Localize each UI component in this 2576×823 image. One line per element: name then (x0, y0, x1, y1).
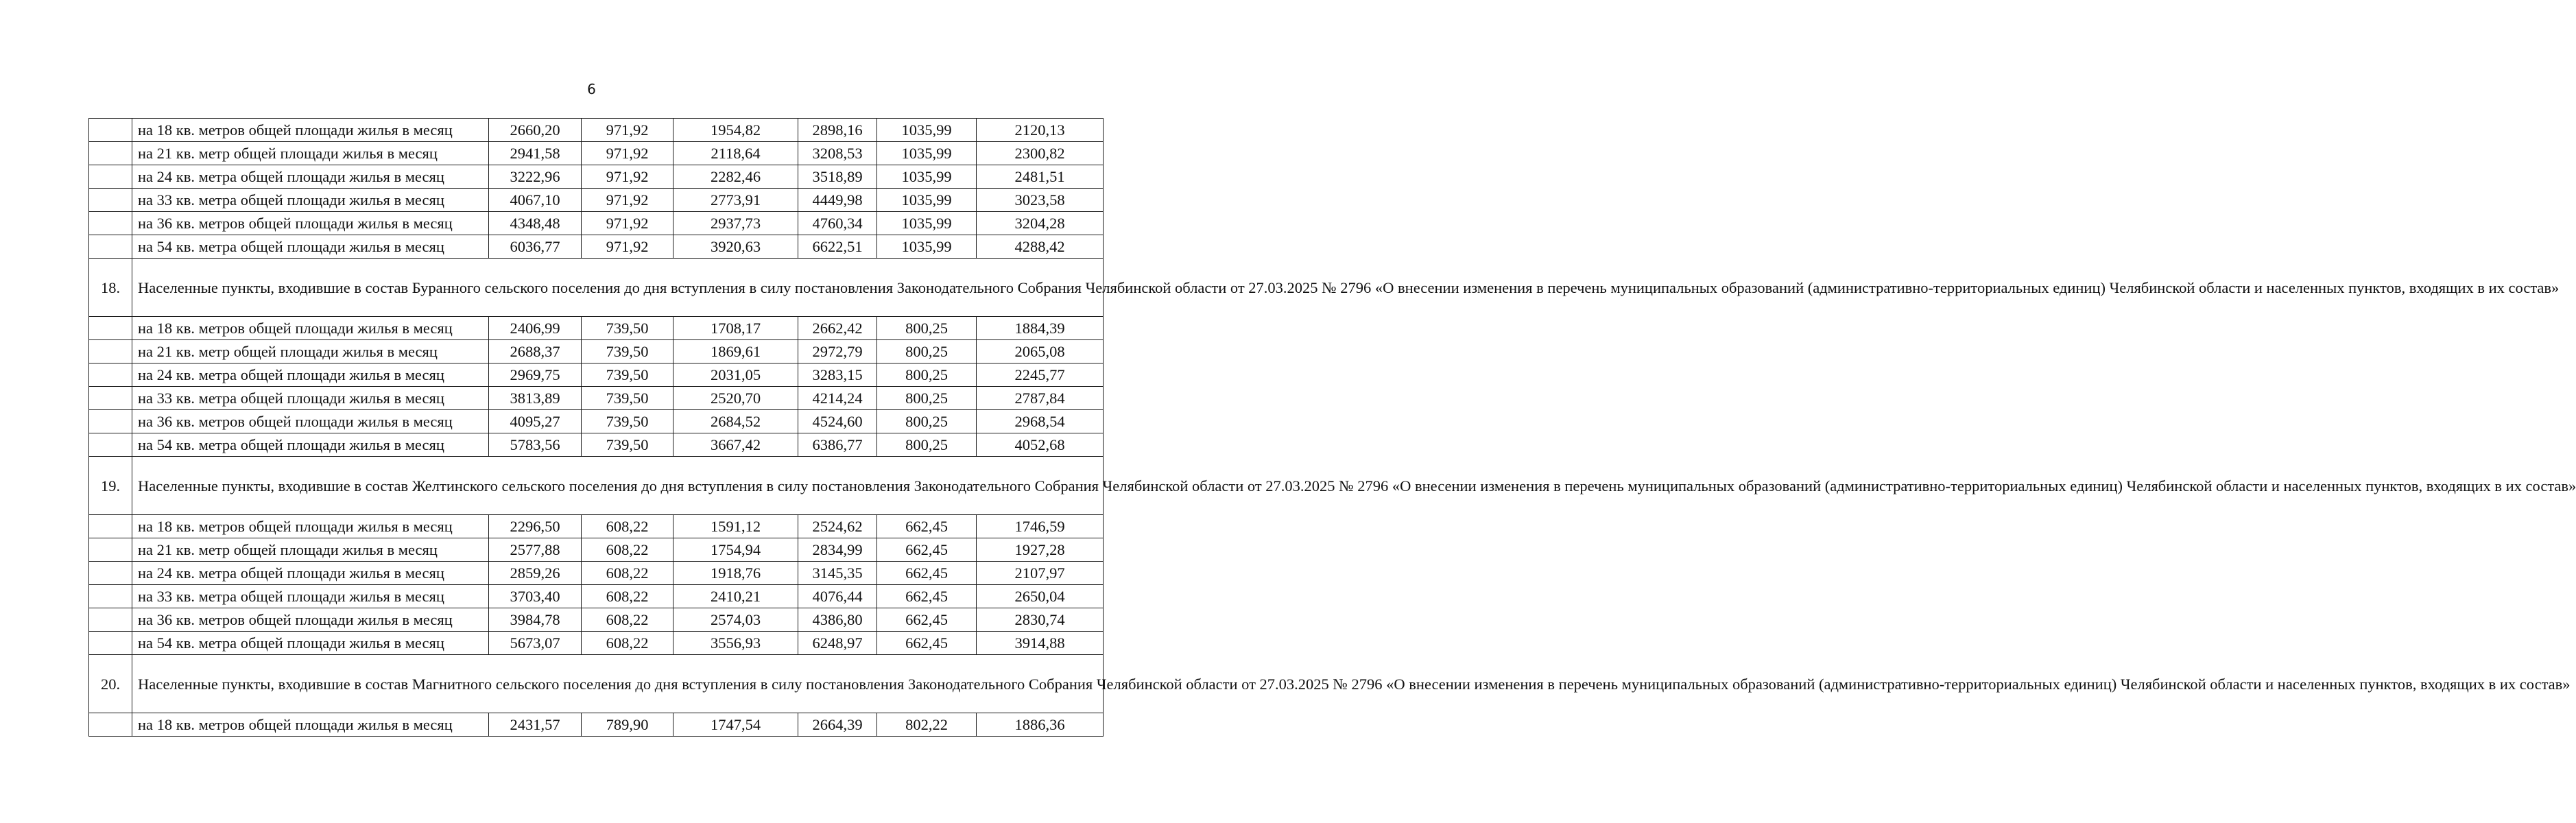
value-cell: 971,92 (582, 165, 673, 189)
table-row (89, 433, 1104, 457)
section-header-row (89, 259, 1104, 317)
value-cell: 608,22 (582, 632, 673, 655)
value-cell: 662,45 (877, 515, 977, 538)
table-row (89, 363, 1104, 387)
table-row (89, 632, 1104, 655)
value-cell: 3556,93 (673, 632, 798, 655)
value-cell: 5783,56 (489, 433, 582, 457)
row-label: на 33 кв. метра общей площади жилья в месяц (132, 585, 489, 608)
value-cell: 2972,79 (798, 340, 877, 363)
row-label: на 18 кв. метров общей площади жилья в месяц (132, 317, 489, 340)
section-title: Населенные пункты, входившие в состав Магнитного сельского поселения до дня вступления в силу постановления Законодательного Собрания Челябинской области от 27.03.2025 № 2796 «О внесении изменения в перечень муниципальных образований (административно-территориальных единиц) Челябинской области и населенных пунктов, входящих в их состав» (132, 655, 1104, 713)
value-cell: 3204,28 (977, 212, 1104, 235)
table-row (89, 340, 1104, 363)
value-cell: 739,50 (582, 317, 673, 340)
row-index-cell (89, 608, 132, 632)
value-cell: 739,50 (582, 433, 673, 457)
row-index-cell (89, 562, 132, 585)
value-cell: 1035,99 (877, 235, 977, 259)
value-cell: 2431,57 (489, 713, 582, 737)
value-cell: 2574,03 (673, 608, 798, 632)
value-cell: 971,92 (582, 212, 673, 235)
table-body (89, 119, 2576, 737)
value-cell: 662,45 (877, 562, 977, 585)
value-cell: 4386,80 (798, 608, 877, 632)
value-cell: 608,22 (582, 562, 673, 585)
row-label: на 21 кв. метр общей площади жилья в месяц (132, 340, 489, 363)
value-cell: 739,50 (582, 363, 673, 387)
value-cell: 2410,21 (673, 585, 798, 608)
value-cell: 802,22 (877, 713, 977, 737)
value-cell: 4067,10 (489, 189, 582, 212)
value-cell: 800,25 (877, 410, 977, 433)
value-cell: 1035,99 (877, 165, 977, 189)
row-label: на 24 кв. метра общей площади жилья в месяц (132, 165, 489, 189)
table-row (89, 713, 1104, 737)
row-index-cell (89, 142, 132, 165)
row-label: на 33 кв. метра общей площади жилья в месяц (132, 387, 489, 410)
table-row (89, 235, 1104, 259)
table-row (89, 538, 1104, 562)
section-title: Населенные пункты, входившие в состав Желтинского сельского поселения до дня вступления в силу постановления Законодательного Собрания Челябинской области от 27.03.2025 № 2796 «О внесении изменения в перечень муниципальных образований (административно-территориальных единиц) Челябинской области и населенных пунктов, входящих в их состав» (132, 457, 1104, 515)
value-cell: 2300,82 (977, 142, 1104, 165)
value-cell: 739,50 (582, 387, 673, 410)
row-index-cell (89, 410, 132, 433)
table-row (89, 585, 1104, 608)
value-cell: 971,92 (582, 235, 673, 259)
row-index-cell (89, 538, 132, 562)
table-row (89, 189, 1104, 212)
row-index-cell (89, 235, 132, 259)
value-cell: 739,50 (582, 340, 673, 363)
table-row (89, 119, 1104, 142)
value-cell: 2660,20 (489, 119, 582, 142)
tariff-table (88, 118, 2576, 737)
row-label: на 54 кв. метра общей площади жилья в месяц (132, 632, 489, 655)
table-row (89, 142, 1104, 165)
value-cell: 1708,17 (673, 317, 798, 340)
row-index-cell (89, 433, 132, 457)
value-cell: 1747,54 (673, 713, 798, 737)
value-cell: 4052,68 (977, 433, 1104, 457)
value-cell: 2898,16 (798, 119, 877, 142)
row-index-cell (89, 165, 132, 189)
value-cell: 608,22 (582, 608, 673, 632)
row-label: на 36 кв. метров общей площади жилья в месяц (132, 608, 489, 632)
value-cell: 1869,61 (673, 340, 798, 363)
section-header-row (89, 655, 1104, 713)
value-cell: 2787,84 (977, 387, 1104, 410)
value-cell: 2859,26 (489, 562, 582, 585)
row-index-cell (89, 515, 132, 538)
row-label: на 36 кв. метров общей площади жилья в месяц (132, 410, 489, 433)
value-cell: 2406,99 (489, 317, 582, 340)
value-cell: 1918,76 (673, 562, 798, 585)
value-cell: 4760,34 (798, 212, 877, 235)
value-cell: 3023,58 (977, 189, 1104, 212)
table-row (89, 212, 1104, 235)
value-cell: 2481,51 (977, 165, 1104, 189)
value-cell: 2941,58 (489, 142, 582, 165)
row-label: на 18 кв. метров общей площади жилья в месяц (132, 515, 489, 538)
value-cell: 1746,59 (977, 515, 1104, 538)
table-row (89, 387, 1104, 410)
row-label: на 54 кв. метра общей площади жилья в месяц (132, 235, 489, 259)
value-cell: 6036,77 (489, 235, 582, 259)
section-index: 19. (89, 457, 132, 515)
row-index-cell (89, 387, 132, 410)
value-cell: 608,22 (582, 538, 673, 562)
value-cell: 2688,37 (489, 340, 582, 363)
row-index-cell (89, 632, 132, 655)
value-cell: 1035,99 (877, 142, 977, 165)
value-cell: 662,45 (877, 608, 977, 632)
table-row (89, 608, 1104, 632)
value-cell: 1886,36 (977, 713, 1104, 737)
value-cell: 4076,44 (798, 585, 877, 608)
section-index: 18. (89, 259, 132, 317)
row-label: на 33 кв. метра общей площади жилья в месяц (132, 189, 489, 212)
row-index-cell (89, 340, 132, 363)
value-cell: 1927,28 (977, 538, 1104, 562)
row-label: на 21 кв. метр общей площади жилья в месяц (132, 538, 489, 562)
value-cell: 3145,35 (798, 562, 877, 585)
value-cell: 2118,64 (673, 142, 798, 165)
value-cell: 2969,75 (489, 363, 582, 387)
section-header-row (89, 457, 1104, 515)
value-cell: 4348,48 (489, 212, 582, 235)
value-cell: 1035,99 (877, 189, 977, 212)
value-cell: 800,25 (877, 340, 977, 363)
value-cell: 662,45 (877, 538, 977, 562)
table-row (89, 562, 1104, 585)
value-cell: 1035,99 (877, 119, 977, 142)
value-cell: 2120,13 (977, 119, 1104, 142)
value-cell: 2830,74 (977, 608, 1104, 632)
table-row (89, 410, 1104, 433)
value-cell: 3984,78 (489, 608, 582, 632)
value-cell: 662,45 (877, 585, 977, 608)
value-cell: 2065,08 (977, 340, 1104, 363)
section-index: 20. (89, 655, 132, 713)
value-cell: 5673,07 (489, 632, 582, 655)
table-row (89, 165, 1104, 189)
row-index-cell (89, 713, 132, 737)
value-cell: 739,50 (582, 410, 673, 433)
value-cell: 662,45 (877, 632, 977, 655)
row-label: на 36 кв. метров общей площади жилья в месяц (132, 212, 489, 235)
row-label: на 18 кв. метров общей площади жилья в месяц (132, 713, 489, 737)
value-cell: 4214,24 (798, 387, 877, 410)
value-cell: 2031,05 (673, 363, 798, 387)
row-label: на 54 кв. метра общей площади жилья в месяц (132, 433, 489, 457)
value-cell: 2664,39 (798, 713, 877, 737)
value-cell: 2520,70 (673, 387, 798, 410)
value-cell: 608,22 (582, 515, 673, 538)
value-cell: 2282,46 (673, 165, 798, 189)
value-cell: 2684,52 (673, 410, 798, 433)
value-cell: 2650,04 (977, 585, 1104, 608)
value-cell: 971,92 (582, 189, 673, 212)
value-cell: 2968,54 (977, 410, 1104, 433)
value-cell: 2107,97 (977, 562, 1104, 585)
value-cell: 3813,89 (489, 387, 582, 410)
value-cell: 1884,39 (977, 317, 1104, 340)
row-label: на 24 кв. метра общей площади жилья в месяц (132, 562, 489, 585)
value-cell: 971,92 (582, 119, 673, 142)
value-cell: 800,25 (877, 363, 977, 387)
table-row (89, 515, 1104, 538)
value-cell: 971,92 (582, 142, 673, 165)
value-cell: 3518,89 (798, 165, 877, 189)
page-number: 6 (587, 81, 596, 97)
value-cell: 2245,77 (977, 363, 1104, 387)
value-cell: 2296,50 (489, 515, 582, 538)
value-cell: 800,25 (877, 317, 977, 340)
value-cell: 3920,63 (673, 235, 798, 259)
row-label: на 21 кв. метр общей площади жилья в месяц (132, 142, 489, 165)
value-cell: 4449,98 (798, 189, 877, 212)
value-cell: 789,90 (582, 713, 673, 737)
value-cell: 2773,91 (673, 189, 798, 212)
value-cell: 3667,42 (673, 433, 798, 457)
row-label: на 24 кв. метра общей площади жилья в месяц (132, 363, 489, 387)
row-index-cell (89, 189, 132, 212)
value-cell: 2524,62 (798, 515, 877, 538)
row-index-cell (89, 363, 132, 387)
row-index-cell (89, 585, 132, 608)
value-cell: 4288,42 (977, 235, 1104, 259)
value-cell: 6622,51 (798, 235, 877, 259)
value-cell: 3914,88 (977, 632, 1104, 655)
value-cell: 3222,96 (489, 165, 582, 189)
value-cell: 6386,77 (798, 433, 877, 457)
value-cell: 800,25 (877, 387, 977, 410)
value-cell: 2937,73 (673, 212, 798, 235)
value-cell: 1035,99 (877, 212, 977, 235)
row-index-cell (89, 212, 132, 235)
value-cell: 4095,27 (489, 410, 582, 433)
value-cell: 4524,60 (798, 410, 877, 433)
value-cell: 2577,88 (489, 538, 582, 562)
table-row (89, 317, 1104, 340)
value-cell: 3208,53 (798, 142, 877, 165)
value-cell: 1591,12 (673, 515, 798, 538)
value-cell: 608,22 (582, 585, 673, 608)
value-cell: 1754,94 (673, 538, 798, 562)
value-cell: 3283,15 (798, 363, 877, 387)
value-cell: 3703,40 (489, 585, 582, 608)
section-title: Населенные пункты, входившие в состав Буранного сельского поселения до дня вступления в силу постановления Законодательного Собрания Челябинской области от 27.03.2025 № 2796 «О внесении изменения в перечень муниципальных образований (административно-территориальных единиц) Челябинской области и населенных пунктов, входящих в их состав» (132, 259, 1104, 317)
value-cell: 2834,99 (798, 538, 877, 562)
value-cell: 1954,82 (673, 119, 798, 142)
row-index-cell (89, 317, 132, 340)
row-index-cell (89, 119, 132, 142)
value-cell: 6248,97 (798, 632, 877, 655)
value-cell: 800,25 (877, 433, 977, 457)
value-cell: 2662,42 (798, 317, 877, 340)
row-label: на 18 кв. метров общей площади жилья в месяц (132, 119, 489, 142)
